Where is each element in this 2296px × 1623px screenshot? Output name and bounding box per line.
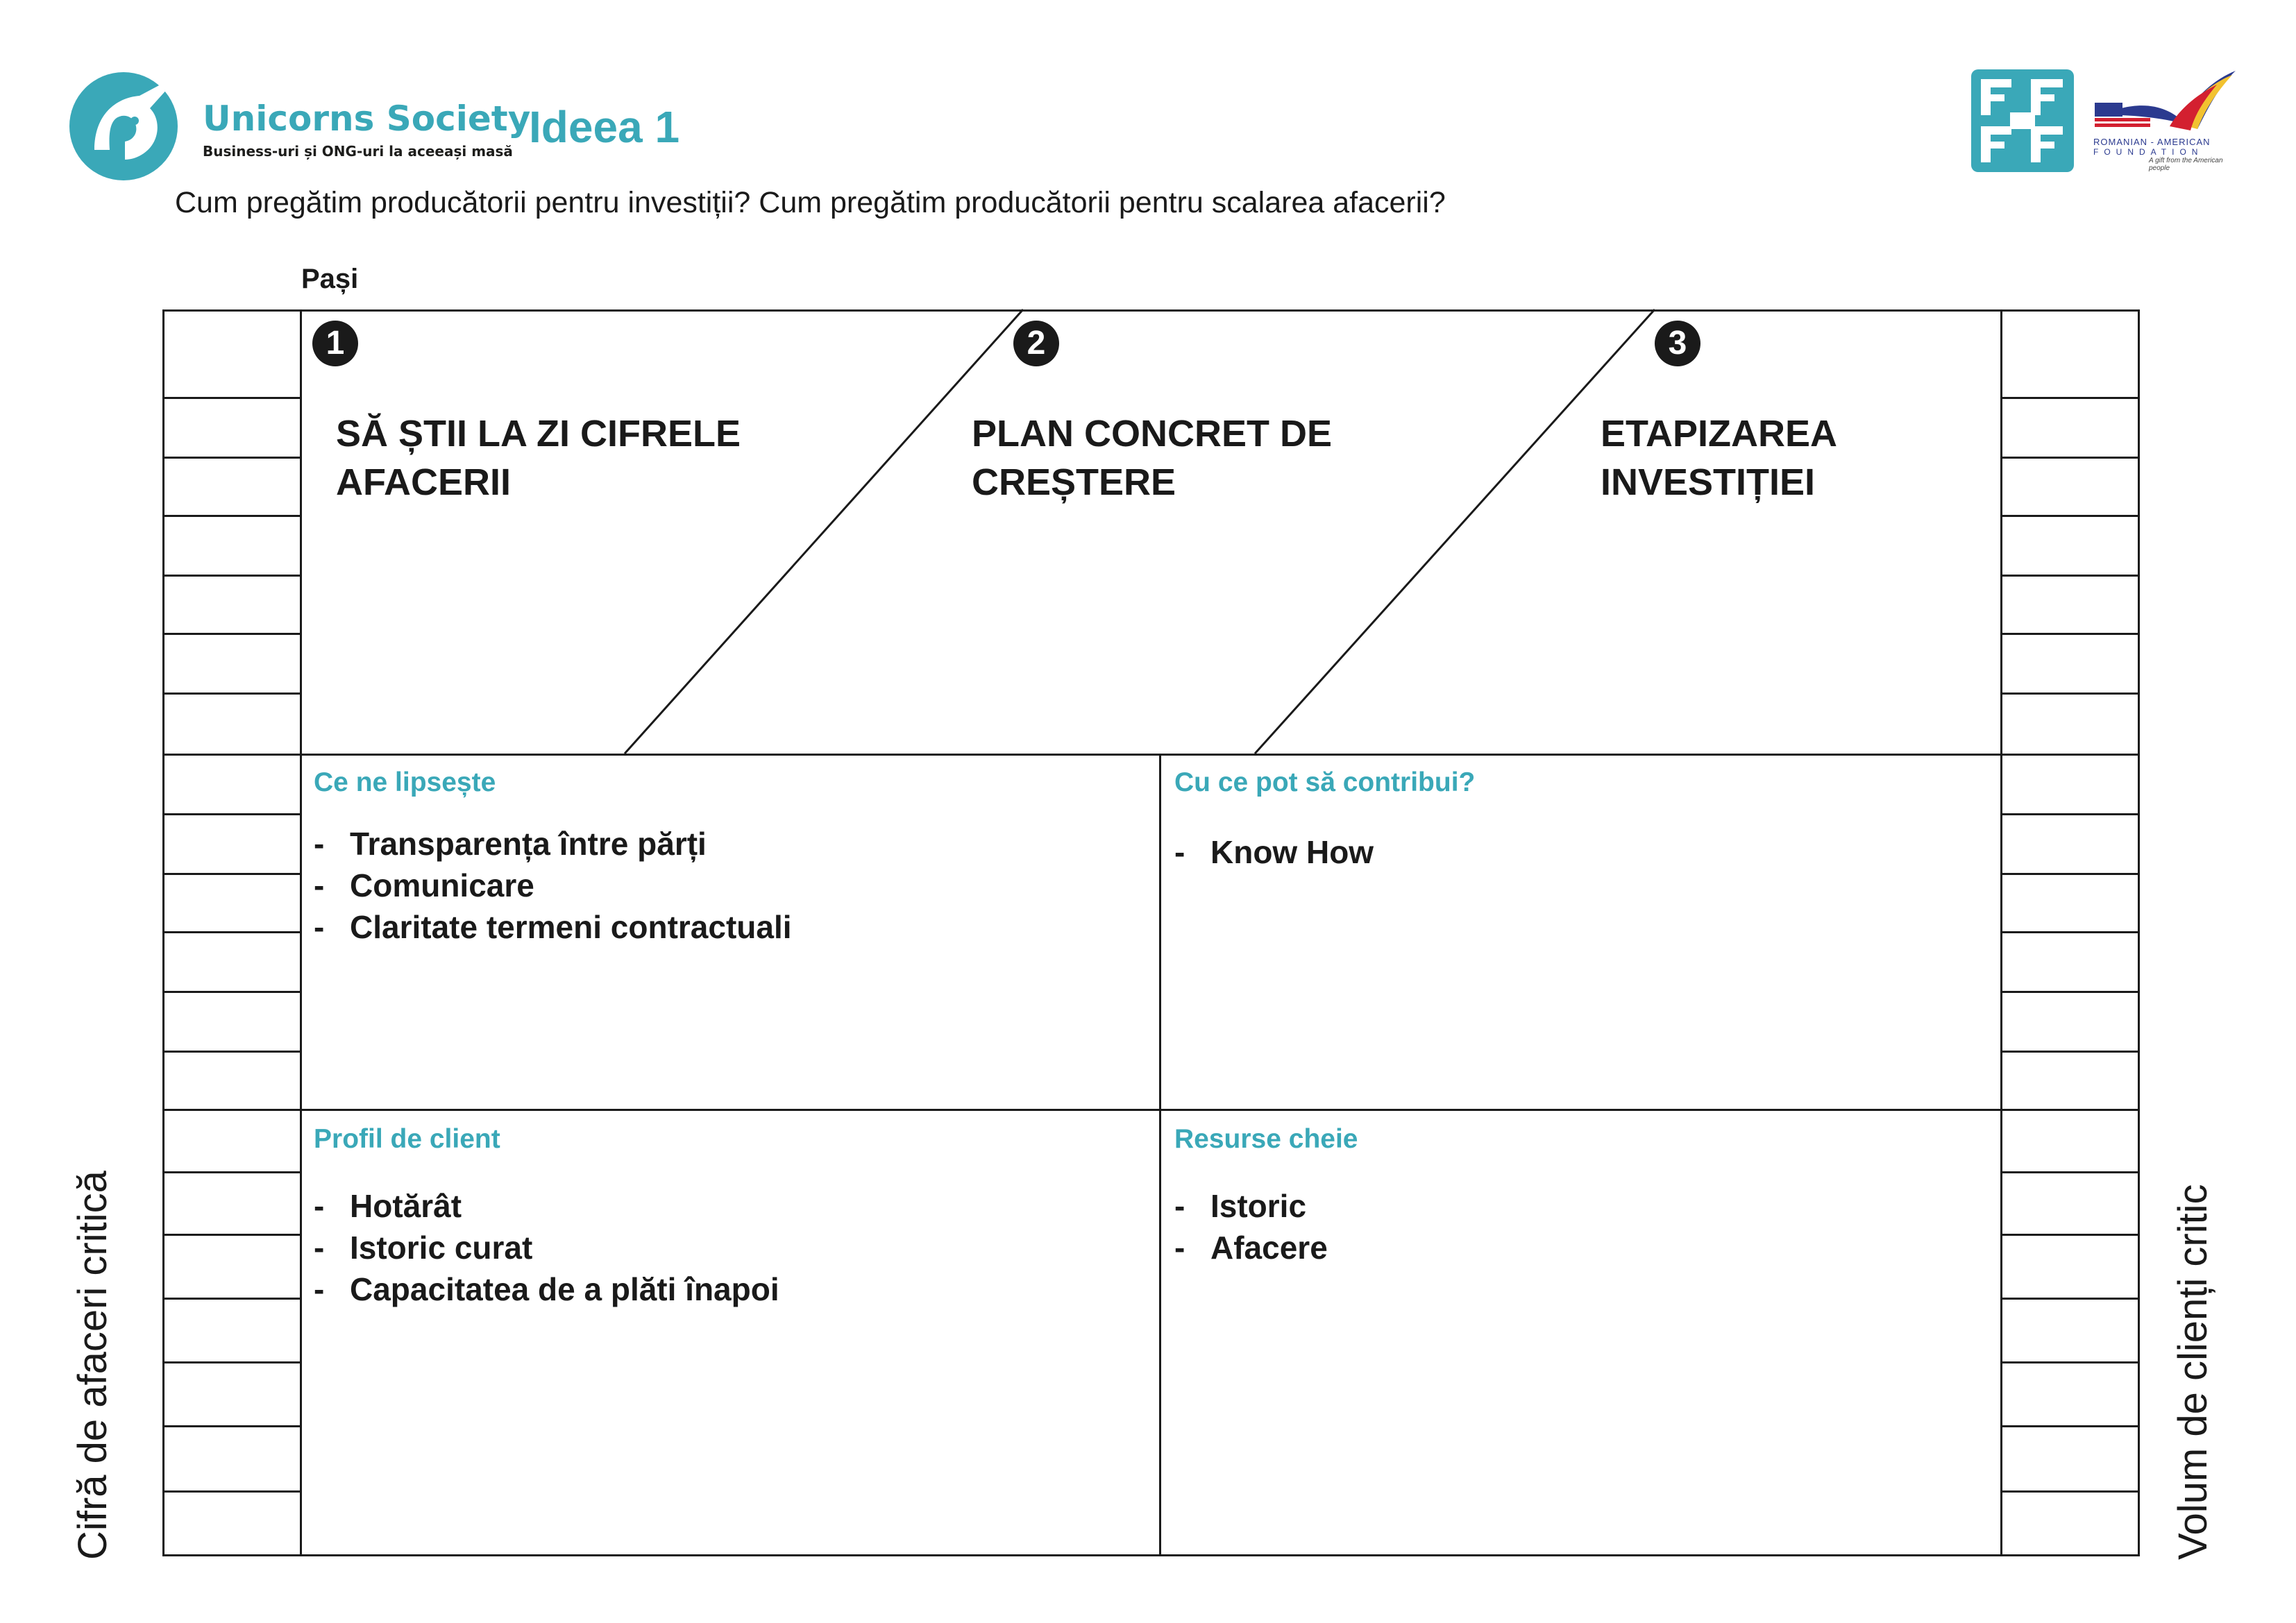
idea-title: Ideea 1 <box>529 102 680 152</box>
steps-label: Pași <box>301 264 359 294</box>
list-item: - Capacitatea de a plăti înapoi <box>314 1271 779 1307</box>
step-1-title <box>336 409 741 507</box>
key-resources-list <box>1174 1185 1328 1268</box>
step-1-title-line2: AFACERII <box>336 461 512 503</box>
left-side-label: Cifră de afaceri critică <box>70 1171 115 1560</box>
step-2-title <box>972 409 1332 507</box>
step-3-title-line2: INVESTIȚIEI <box>1601 461 1816 503</box>
step-1-number: 1 <box>312 321 358 366</box>
brand-tagline: Business-uri și ONG-uri la aceeași masă <box>203 143 513 160</box>
missing-heading: Ce ne lipsește <box>314 767 496 797</box>
step-2-title-line1: PLAN CONCRET DE <box>972 413 1333 454</box>
step-3-number: 3 <box>1655 321 1700 366</box>
raf-tagline: A gift from the American people <box>2149 157 2223 172</box>
list-item: - Afacere <box>1174 1230 1328 1266</box>
step-3-title-line1: ETAPIZAREA <box>1601 413 1838 454</box>
list-item: - Transparența între părți <box>314 826 707 862</box>
guiding-question: Cum pregătim producătorii pentru investiții? Cum pregătim producătorii pentru scalarea afacerii? <box>175 186 1446 219</box>
step-1-title-line1: SĂ ȘTII LA ZI CIFRELE <box>336 413 741 454</box>
list-item: - Claritate termeni contractuali <box>314 909 792 945</box>
list-item: - Istoric <box>1174 1188 1307 1224</box>
right-side-label: Volum de clienți critic <box>2170 1184 2215 1560</box>
client-profile-list <box>314 1185 779 1310</box>
key-resources-heading: Resurse cheie <box>1174 1124 1358 1154</box>
list-item: - Istoric curat <box>314 1230 533 1266</box>
contribute-heading: Cu ce pot să contribui? <box>1174 767 1476 797</box>
step-3-title <box>1601 409 1837 507</box>
list-item: - Know How <box>1174 834 1374 870</box>
list-item: - Comunicare <box>314 867 534 903</box>
step-2-title-line2: CREȘTERE <box>972 461 1176 503</box>
raf-name-line2: FOUNDATION <box>2093 147 2204 157</box>
raf-name-line1: ROMANIAN - AMERICAN <box>2093 137 2211 147</box>
contribute-list <box>1174 831 1374 873</box>
client-profile-heading: Profil de client <box>314 1124 500 1154</box>
list-item: - Hotărât <box>314 1188 462 1224</box>
step-2-number: 2 <box>1013 321 1059 366</box>
brand-name: Unicorns Society <box>203 99 531 139</box>
missing-list <box>314 823 792 948</box>
